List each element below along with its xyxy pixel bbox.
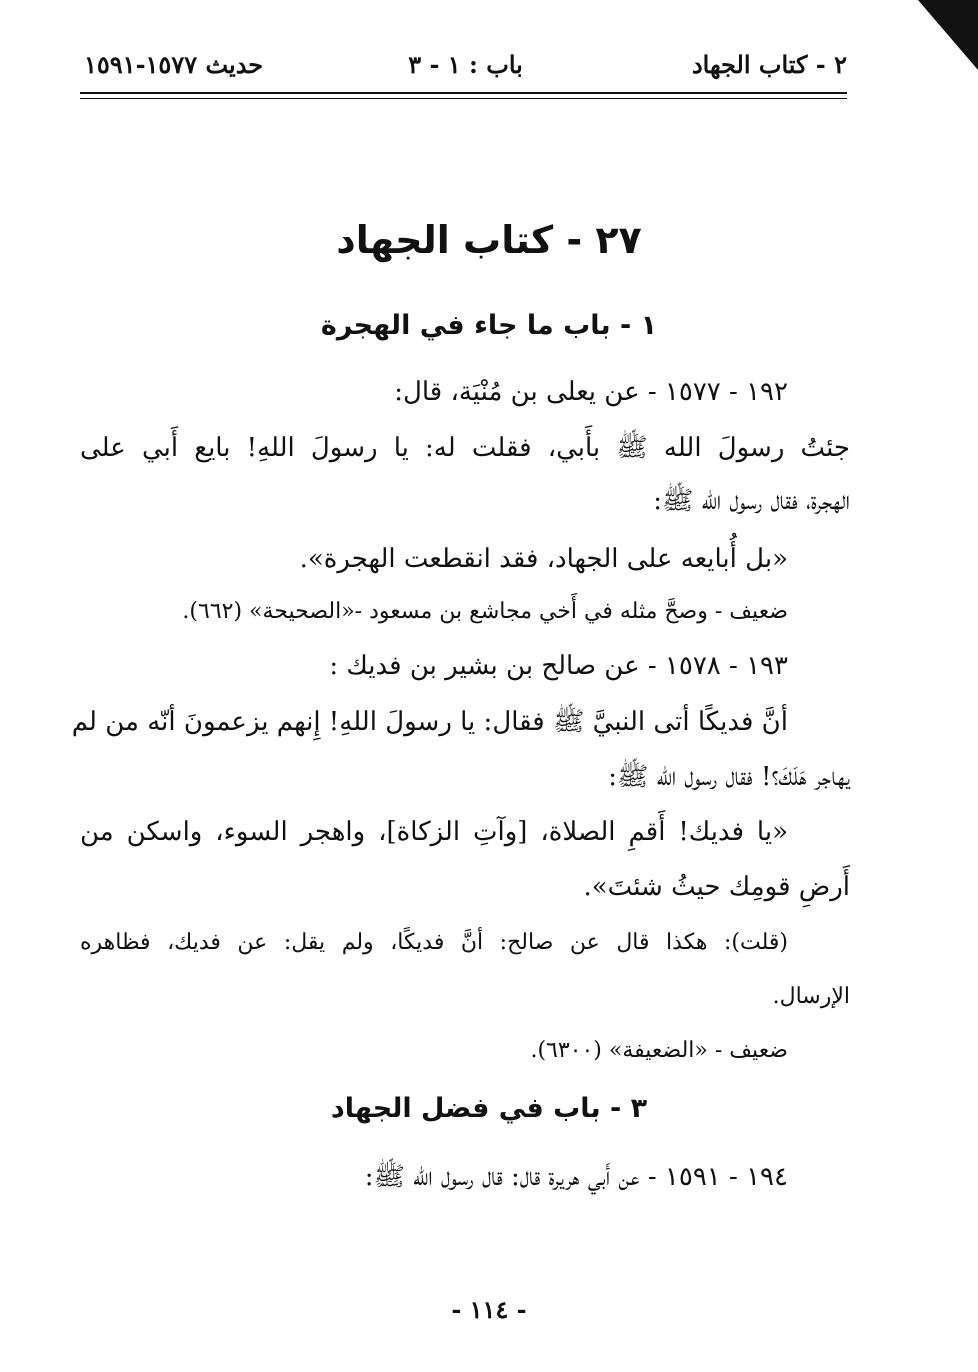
hadith-193-intro: ١٩٣ - ١٥٧٨ - عن صالح بن بشير بن فديك : [329,651,788,681]
header-book-title: ٢ - كتاب الجهاد [691,50,847,79]
hadith-192-line-3: «بل أُبايعه على الجهاد، فقد انقطعت الهجرة». [299,544,788,574]
hadith-192-grade: ضعيف - وصحَّ مثله في أَخي مجاشع بن مسعود -«الصحيحة» (٦٦٢). [182,599,788,624]
hadith-192-intro: ١٩٢ - ١٥٧٧ - عن يعلى بن مُنْيَة، قال: [394,377,788,407]
chapter-heading-1: ١ - باب ما جاء في الهجرة [320,310,658,341]
hadith-193-note-2: الإرسال. [772,984,850,1009]
hadith-193-note-1: (قلت): هكذا قال عن صالح: أنَّ فديكًا، ولم يقل: عن فديك، فظاهره [80,930,788,955]
book-title: ٢٧ - كتاب الجهاد [336,218,642,262]
hadith-193-grade: ضعيف - «الضعيفة» (٦٣٠٠). [530,1038,788,1063]
running-header [84,50,847,90]
hadith-193-line-2: يهاجر هَلَكَ؟! فقال رسول الله ﷺ: [608,762,850,792]
hadith-192-line-2: الهجرة، فقال رسول الله ﷺ: [653,486,850,516]
header-rule-thin [80,98,847,99]
hadith-193-line-4: أَرضِ قومِك حيثُ شئتَ». [583,872,850,902]
header-rule-thick [80,92,847,94]
hadith-193-line-3: «يا فديك! أَقمِ الصلاة، [وآتِ الزكاة]، واهجر السوء، واسكن من [80,817,788,847]
page-number: - ١١٤ - [451,1295,527,1324]
hadith-193-line-1: أنَّ فديكًا أتى النبيَّ ﷺ فقال: يا رسولَ اللهِ! إِنهم يزعمونَ أنّه من لم [71,707,788,737]
header-chapter-range: باب : ١ - ٣ [408,50,523,79]
hadith-194-intro: ١٩٤ - ١٥٩١ - عن أَبي هريرة قال: قال رسول الله ﷺ: [364,1162,788,1192]
hadith-192-line-1: جئتُ رسولَ الله ﷺ بأَبي، فقلت له: يا رسولَ اللهِ! بايع أَبي على [80,433,850,463]
chapter-heading-3: ٣ - باب في فضل الجهاد [330,1093,648,1124]
header-hadith-range: حديث ١٥٧٧-١٥٩١ [84,50,264,79]
page-corner-mark [918,0,978,70]
